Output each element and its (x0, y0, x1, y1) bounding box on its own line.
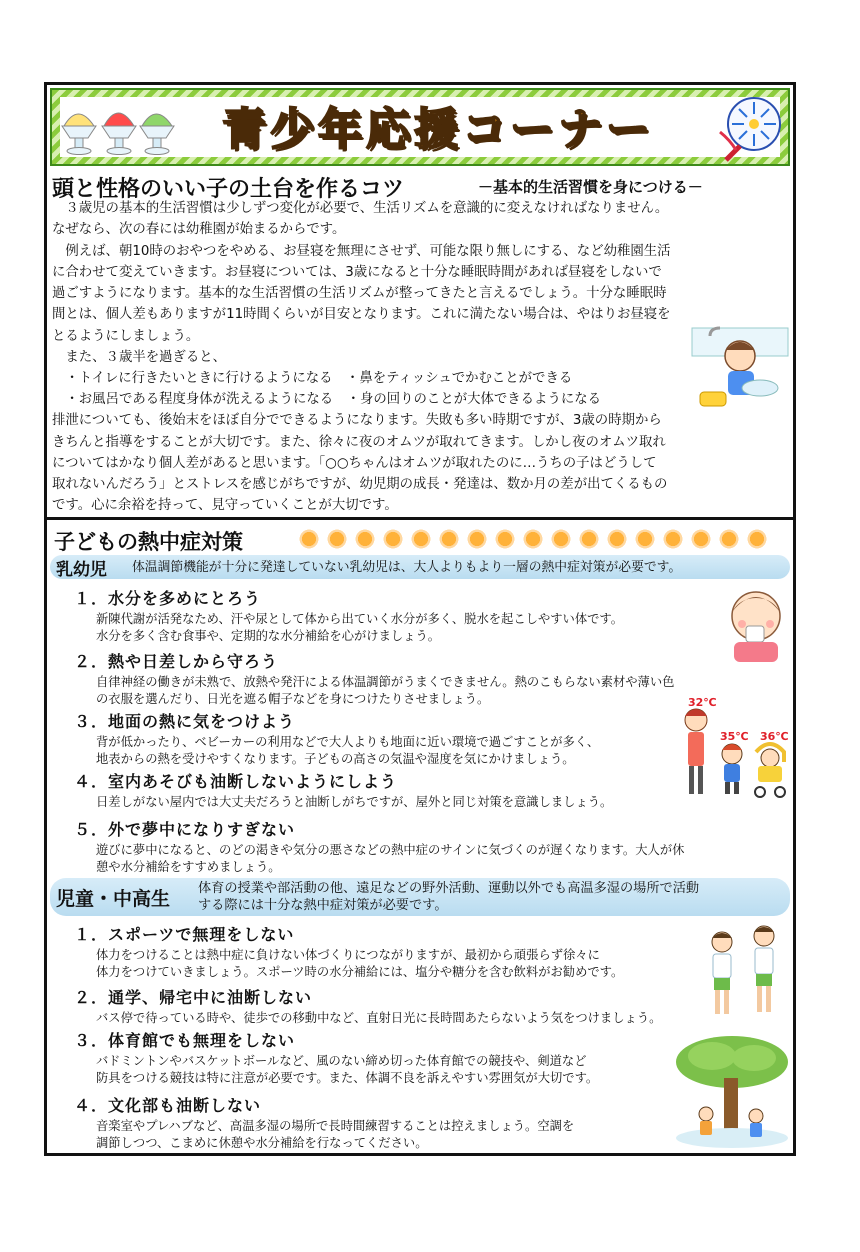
sun-icon (718, 528, 740, 550)
section1-line: きちんと指導をすることが大切です。また、徐々に夜のオムツが取れてきます。しかし夜のオムツ取れ (52, 435, 666, 450)
infant-item-body: 地表からの熱を受けやすくなります。子どもの高さの気温や湿度を気にかけましょう。 (96, 752, 575, 766)
section1-line: 排泄についても、後始末をほぼ自分でできるようになります。失敗も多い時期ですが、3歳の時期から (52, 413, 662, 428)
temp-label: 32℃ (688, 696, 717, 709)
section1-line: また、３歳半を過ぎると、 (52, 350, 227, 365)
sun-icon (354, 528, 376, 550)
sun-icon (662, 528, 684, 550)
sun-icon (466, 528, 488, 550)
sun-icon (298, 528, 320, 550)
section1-line: についてはかなり個人差があると思います。「○○ちゃんはオムツが取れたのに…うちの子はどうして (52, 456, 657, 471)
section1-line: に合わせて変えていきます。お昼寝については、3歳になると十分な睡眠時間があれば昼寝をしないで (52, 265, 662, 280)
infant-item-body: の衣服を選んだり、日光を遮る帽子などを身につけたりさせましょう。 (96, 692, 490, 706)
student-label: 児童・中高生 (56, 888, 171, 910)
infant-item-title: ４．室内あそびも油断しないようにしよう (74, 772, 398, 791)
infant-item-body: 水分を多く含む食事や、定期的な水分補給を心がけましょう。 (96, 629, 441, 643)
sun-icon (438, 528, 460, 550)
infant-item-title: １．水分を多めにとろう (74, 589, 262, 608)
section1-bullet: ・トイレに行きたいときに行けるようになる ・鼻をティッシュでかむことができる (52, 371, 573, 386)
student-item-body: 体力をつけることは熱中症に負けない体づくりにつながりますが、最初から頑張らず徐々に (96, 948, 600, 962)
students-drinking-illustration (700, 920, 790, 1020)
child-toilet-illustration (690, 326, 790, 416)
section1-line: 間とは、個人差もありますが11時間くらいが目安となります。これに満たない場合は、やはりお昼寝を (52, 307, 671, 322)
child-drinking-illustration (724, 586, 788, 664)
infant-item-body: 日差しがない屋内では大丈夫だろうと油断しがちですが、屋外と同じ対策を意識しましょう。 (96, 795, 613, 809)
sun-icon (634, 528, 656, 550)
section1-line: 例えば、朝10時のおやつをやめる、お昼寝を無理にさせず、可能な限り無しにする、など幼稚園生活 (52, 244, 671, 259)
sun-decoration-row (298, 528, 768, 550)
section-divider (44, 517, 796, 520)
section1-line: です。心に余裕を持って、見守っていくことが大切です。 (52, 498, 398, 513)
section1-line: ３歳児の基本的生活習慣は少しずつ変化が必要で、生活リズムを意識的に変えなければなりません。 (52, 201, 669, 216)
sun-icon (522, 528, 544, 550)
section2-title: 子どもの熱中症対策 (54, 530, 243, 554)
sun-icon (382, 528, 404, 550)
infant-intro: 体温調節機能が十分に発達していない乳幼児は、大人よりもより一層の熱中症対策が必要です。 (132, 560, 682, 575)
student-item-body: バドミントンやバスケットボールなど、風のない締め切った体育館での競技や、剣道など (96, 1054, 587, 1068)
student-item-body: 防具をつける競技は特に注意が必要です。また、体調不良を訴えやすい雰囲気が大切です。 (96, 1071, 599, 1085)
student-item-title: ３．体育館でも無理をしない (74, 1031, 296, 1050)
student-item-body: バス停で待っている時や、徒歩での移動中など、直射日光に長時間あたらないよう気をつけましょう。 (96, 1011, 662, 1025)
infant-label: 乳幼児 (56, 560, 107, 580)
student-intro: 体育の授業や部活動の他、遠足などの野外活動、運動以外でも高温多湿の場所で活動 (198, 881, 700, 896)
section1-line: 過ごすようになります。基本的な生活習慣の生活リズムが整ってきたと言えるでしょう。十分な睡眠時 (52, 286, 667, 301)
sun-icon (550, 528, 572, 550)
heat-temperature-illustration (680, 696, 790, 800)
student-item-body: 調節しつつ、こまめに休憩や水分補給を行なってください。 (96, 1136, 428, 1150)
infant-item-body: 遊びに夢中になると、のどの渇きや気分の悪さなどの熱中症のサインに気づくのが遅くなります。大人が休 (96, 843, 685, 857)
temp-label: 35℃ (720, 730, 749, 743)
student-item-body: 音楽室やプレハブなど、高温多湿の場所で長時間練習することは控えましょう。空調を (96, 1119, 575, 1133)
sun-icon (494, 528, 516, 550)
student-intro: する際には十分な熱中症対策が必要です。 (198, 898, 448, 913)
student-item-title: ４．文化部も油断しない (74, 1096, 262, 1115)
sun-icon (326, 528, 348, 550)
student-item-body: 体力をつけていきましょう。スポーツ時の水分補給には、塩分や糖分を含む飲料がお勧めです。 (96, 965, 624, 979)
infant-item-body: 自律神経の働きが未熟で、放熱や発汗による体温調節がうまくできません。熱のこもらない素材や薄い色 (96, 675, 675, 689)
sun-icon (746, 528, 768, 550)
infant-item-title: ２．熱や日差しから守ろう (74, 652, 279, 671)
tree-shade-illustration (672, 1034, 790, 1150)
section1-subtitle: －基本的生活習慣を身につける－ (478, 178, 703, 196)
section1-bullet: ・お風呂である程度身体が洗えるようになる ・身の回りのことが大体できるようになる (52, 392, 602, 407)
student-item-title: ２．通学、帰宅中に油断しない (74, 988, 313, 1007)
infant-item-title: ５．外で夢中になりすぎない (74, 820, 296, 839)
section1-line: なぜなら、次の春には幼稚園が始まるからです。 (52, 222, 346, 237)
section1-title: 頭と性格のいい子の土台を作るコツ (52, 177, 405, 202)
sun-icon (578, 528, 600, 550)
student-item-title: １．スポーツで無理をしない (74, 925, 295, 944)
infant-item-body: 憩や水分補給をすすめましょう。 (96, 860, 281, 874)
infant-item-body: 背が低かったり、ベビーカーの利用などで大人よりも地面に近い環境で過ごすことが多く、 (96, 735, 600, 749)
sun-icon (606, 528, 628, 550)
infant-item-title: ３．地面の熱に気をつけよう (74, 712, 296, 731)
banner-title: 青少年応援コーナー (222, 104, 654, 155)
uchiwa-fan-icon (712, 92, 788, 164)
sun-icon (690, 528, 712, 550)
section1-line: 取れないんだろう」とストレスを感じがちですが、幼児期の成長・発達は、数か月の差が出てくるもの (52, 477, 668, 492)
infant-item-body: 新陳代謝が活発なため、汗や尿として体から出ていく水分が多く、脱水を起こしやすい体です。 (96, 612, 624, 626)
section1-line: とるようにしましょう。 (52, 329, 200, 344)
shaved-ice-icon (58, 96, 176, 160)
sun-icon (410, 528, 432, 550)
temp-label: 36℃ (760, 730, 789, 743)
